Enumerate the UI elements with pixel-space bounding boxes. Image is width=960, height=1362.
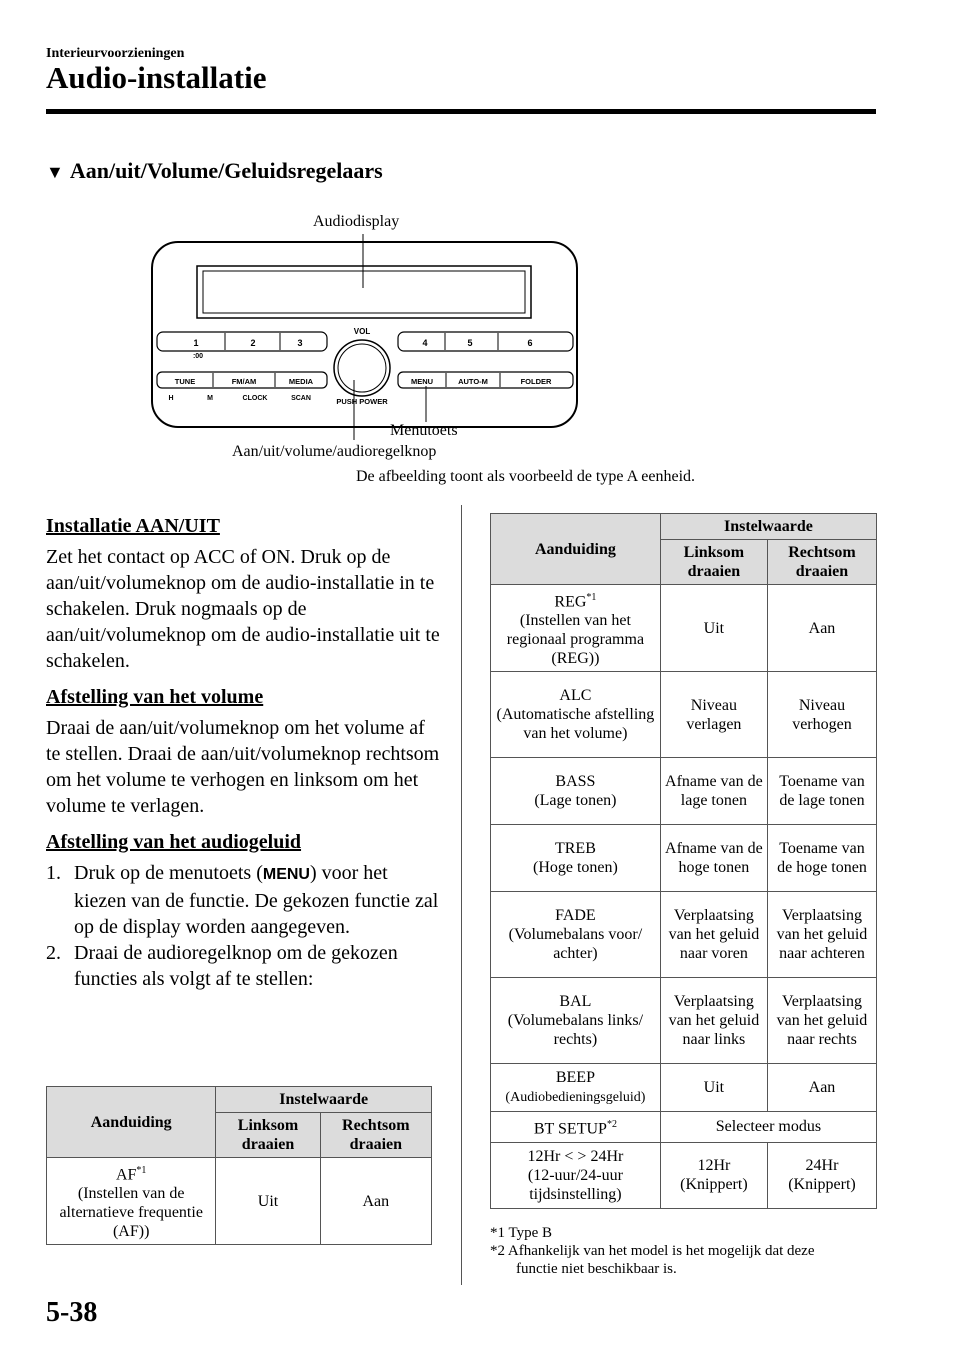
column-divider (461, 505, 462, 1285)
cell-ccw: Uit (216, 1158, 320, 1245)
col-header-ccw: Linksom draaien (660, 540, 767, 585)
preset-5-label: 5 (467, 338, 473, 348)
header-rule (46, 109, 876, 114)
row-desc: (Volumebalans voor/ achter) (508, 926, 643, 963)
heading-sound: Afstelling van het audiogeluid (46, 831, 302, 853)
table-row (491, 672, 877, 758)
list-item (46, 860, 441, 940)
settings-table-large (490, 513, 877, 1209)
row-desc: (Automatische afstelling van het volume) (496, 706, 655, 743)
cell-cw: Verplaatsing van het geluid naar rechts (767, 978, 876, 1064)
row-name: ALC (559, 687, 592, 705)
cell-cw: Niveau verhogen (767, 672, 876, 758)
row-name: BT SETUP (533, 1120, 607, 1138)
row-name-a: 12Hr (527, 1147, 561, 1165)
steps-list (46, 860, 441, 992)
table-row (491, 892, 877, 978)
cell-ccw: Afname van de hoge tonen (660, 825, 767, 892)
table-row (491, 1064, 877, 1112)
table-row (491, 585, 877, 672)
row-desc: (Lage tonen) (534, 792, 617, 810)
scan-label: SCAN (291, 395, 311, 402)
cell-ccw: Afname van de lage tonen (660, 758, 767, 825)
step1-text-b: ) voor het kiezen van de functie. De gekozen functie zal op de display worden aangegeven. (74, 862, 439, 938)
col-header-indication: Aanduiding (491, 514, 661, 585)
footnotes (490, 1224, 815, 1278)
figure-caption: De afbeelding toont als voorbeeld de type A eenheid. (356, 468, 696, 485)
autom-label: AUTO-M (458, 377, 488, 386)
list-item (46, 940, 441, 992)
row-desc: (Volumebalans links/ rechts) (507, 1012, 644, 1049)
colon-label: :00 (192, 353, 204, 360)
page-number: 5-38 (46, 1297, 98, 1328)
row-desc: (Hoge tonen) (532, 859, 618, 877)
cell-cw: Aan (320, 1158, 431, 1245)
row-name: REG (554, 593, 587, 611)
row-name: BEEP (555, 1069, 595, 1087)
row-sup: *1 (586, 592, 597, 603)
heading-install: Installatie AAN/UIT (46, 515, 220, 537)
step-number: 2. (46, 942, 61, 964)
m-label: M (207, 395, 213, 402)
row-sup: *2 (606, 1119, 617, 1131)
cell-cw: 24Hr (Knippert) (767, 1142, 876, 1208)
clock-label: CLOCK (242, 395, 268, 402)
menu-label: MENU (410, 377, 434, 386)
media-label: MEDIA (288, 377, 314, 386)
col-header-indication: Aanduiding (47, 1087, 216, 1158)
cell-ccw: 12Hr (Knippert) (660, 1142, 767, 1208)
cell-cw: Aan (767, 585, 876, 672)
row-name: AF (115, 1166, 137, 1184)
cell-ccw: Verplaatsing van het geluid naar voren (660, 892, 767, 978)
folder-label: FOLDER (520, 377, 552, 386)
h-label: H (168, 395, 174, 402)
row-desc: (Audiobedieningsgeluid) (505, 1090, 646, 1106)
cell-cw: Verplaatsing van het geluid naar achteren (767, 892, 876, 978)
row-desc: (12-uur/24-uur tijdsinstelling) (527, 1166, 623, 1203)
push-power-label: PUSH POWER (336, 397, 388, 406)
label-menutoets: Menutoets (390, 422, 458, 439)
step1-text-a: Druk op de menutoets ( (74, 862, 263, 884)
cell-ccw: Uit (660, 585, 767, 672)
label-audiodisplay: Audiodisplay (313, 213, 400, 230)
row-name-b: 24Hr (590, 1147, 624, 1165)
cell-cw: Aan (767, 1064, 876, 1112)
col-header-cw: Rechtsom draaien (767, 540, 876, 585)
settings-table-small (46, 1086, 432, 1245)
preset-1-label: 1 (193, 338, 199, 348)
footnote-1: *1 Type B (490, 1225, 553, 1241)
left-right-arrows-icon: < > (564, 1147, 587, 1165)
menu-key-icon: MENU (262, 866, 310, 883)
fmam-label: FM/AM (231, 377, 257, 386)
tune-label: TUNE (174, 377, 196, 386)
triangle-down-icon: ▼ (46, 162, 64, 182)
row-name: BASS (555, 773, 596, 791)
cell-cw: Toename van de lage tonen (767, 758, 876, 825)
col-header-cw: Rechtsom draaien (320, 1113, 431, 1158)
section-heading-text: Aan/uit/Volume/Geluidsregelaars (69, 158, 383, 183)
para-install: Zet het contact op ACC of ON. Druk op de aan/uit/volumeknop om de audio-installatie in te schakelen. Druk nogmaals op de aan/uit/volumeknop om de audio-installatie uit te schakelen. (46, 546, 440, 672)
table-row (491, 825, 877, 892)
cell-cw: Toename van de hoge tonen (767, 825, 876, 892)
col-header-setting: Instelwaarde (660, 514, 876, 540)
heading-volume: Afstelling van het volume (46, 686, 264, 708)
step2-text: Draai de audioregelknop om de gekozen functies als volgt af te stellen: (74, 942, 398, 990)
table-row (47, 1158, 432, 1245)
footnote-2: *2 Afhankelijk van het model is het mogelijk dat deze (490, 1243, 815, 1259)
row-desc: (Instellen van de alternatieve frequentie (AF)) (59, 1185, 203, 1241)
footnote-2-cont: functie niet beschikbaar is. (516, 1261, 677, 1277)
row-name: TREB (554, 840, 596, 858)
section-heading (46, 158, 383, 184)
table-row (491, 978, 877, 1064)
row-sup: *1 (136, 1165, 147, 1176)
preset-6-label: 6 (527, 338, 533, 348)
preset-3-label: 3 (297, 338, 303, 348)
section-label: Interieurvoorzieningen (46, 46, 185, 61)
row-name: BAL (559, 993, 592, 1011)
col-header-setting: Instelwaarde (216, 1087, 432, 1113)
preset-4-label: 4 (422, 338, 428, 348)
cell-ccw: Verplaatsing van het geluid naar links (660, 978, 767, 1064)
cell-ccw: Uit (660, 1064, 767, 1112)
row-desc: (Instellen van het regionaal programma (REG)) (506, 612, 645, 668)
col-header-ccw: Linksom draaien (216, 1113, 320, 1158)
cell-value: Selecteer modus (660, 1112, 876, 1142)
table-row (491, 1142, 877, 1208)
audio-unit-figure (140, 230, 590, 450)
label-knob: Aan/uit/volume/audioregelknop (232, 443, 437, 460)
para-volume: Draai de aan/uit/volumeknop om het volume af te stellen. Draai de aan/uit/volumeknop rechtsom om het volume te verhogen en linksom om het volume te verlagen. (46, 717, 440, 817)
step-number: 1. (46, 862, 61, 884)
table-row (491, 1112, 877, 1142)
table-row (491, 758, 877, 825)
row-name: FADE (555, 907, 596, 925)
vol-label: VOL (353, 327, 371, 336)
cell-ccw: Niveau verlagen (660, 672, 767, 758)
preset-2-label: 2 (250, 338, 256, 348)
page-title: Audio-installatie (46, 60, 267, 95)
left-column (46, 515, 441, 992)
